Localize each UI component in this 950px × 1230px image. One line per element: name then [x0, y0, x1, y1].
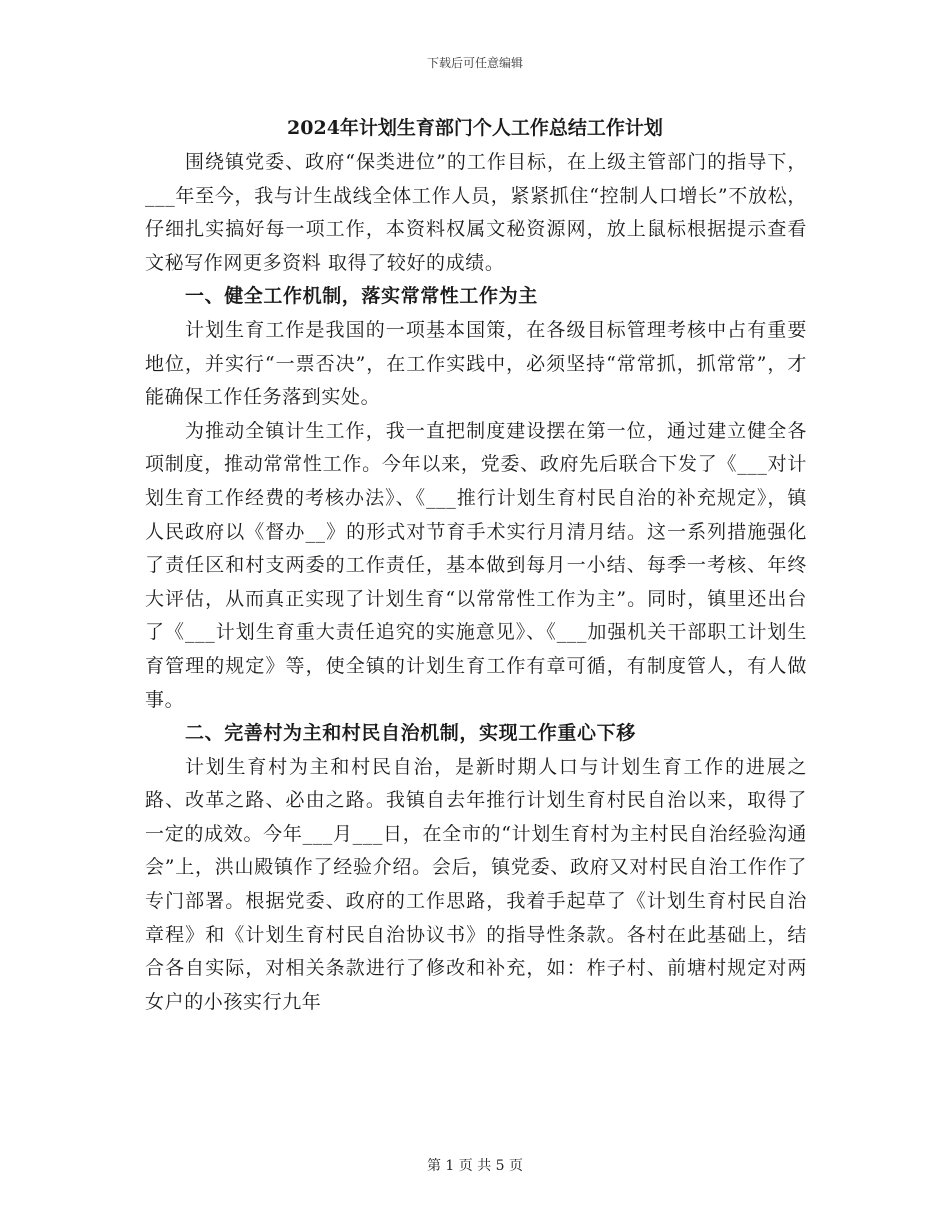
paragraph-intro: 围绕镇党委、政府“保类进位”的工作目标，在上级主管部门的指导下，___年至今，我与计生战线全体工作人员，紧紧抓住“控制人口增长”不放松，仔细扎实搞好每一项工作，本资料权属文秘资源网，放上鼠标根据提示查看文秘写作网更多资料 取得了较好的成绩。 — [145, 151, 807, 274]
paragraph-village-autonomy: 计划生育村为主和村民自治，是新时期人口与计划生育工作的进展之路、改革之路、必由之路。我镇自去年推行计划生育村民自治以来，取得了一定的成效。今年___月___日，在全市的“计划生育村为主村民自治经验沟通会”上，洪山殿镇作了经验介绍。会后，镇党委、政府又对村民自治工作作了专门部署。根据党委、政府的工作思路，我着手起草了《计划生育村民自治章程》和《计划生育村民自治协议书》的指导性条款。各村在此基础上，结合各自实际，对相关条款进行了修改和补充，如：柞子村、前塘村规定对两女户的小孩实行九年 — [145, 755, 807, 1013]
page-footer: 第 1 页 共 5 页 — [426, 1158, 524, 1174]
document-body — [145, 146, 807, 1019]
paragraph-policy: 计划生育工作是我国的一项基本国策，在各级目标管理考核中占有重要地位，并实行“一票否决”，在工作实践中，必须坚持“常常抓，抓常常”，才能确保工作任务落到实处。 — [145, 318, 807, 409]
section-heading-2: 二、完善村为主和村民自治机制，实现工作重心下移 — [185, 722, 636, 745]
section-heading-1: 一、健全工作机制，落实常常性工作为主 — [185, 285, 538, 308]
paragraph-systems: 为推动全镇计生工作，我一直把制度建设摆在第一位，通过建立健全各项制度，推动常常性工作。今年以来，党委、政府先后联合下发了《___对计划生育工作经费的考核办法》、《___推行计划生育村民自治的补充规定》，镇人民政府以《督办__》的形式对节育手术实行月清月结。这一系列措施强化了责任区和村支两委的工作责任，基本做到每月一小结、每季一考核、年终大评估，从而真正实现了计划生育“以常常性工作为主”。同时，镇里还出台了《___计划生育重大责任追究的实施意见》、《___加强机关干部职工计划生育管理的规定》等，使全镇的计划生育工作有章可循，有制度管人，有人做事。 — [145, 419, 807, 711]
header-note: 下载后可任意编辑 — [426, 56, 523, 70]
document-title: 2024年计划生育部门个人工作总结工作计划 — [287, 117, 663, 139]
